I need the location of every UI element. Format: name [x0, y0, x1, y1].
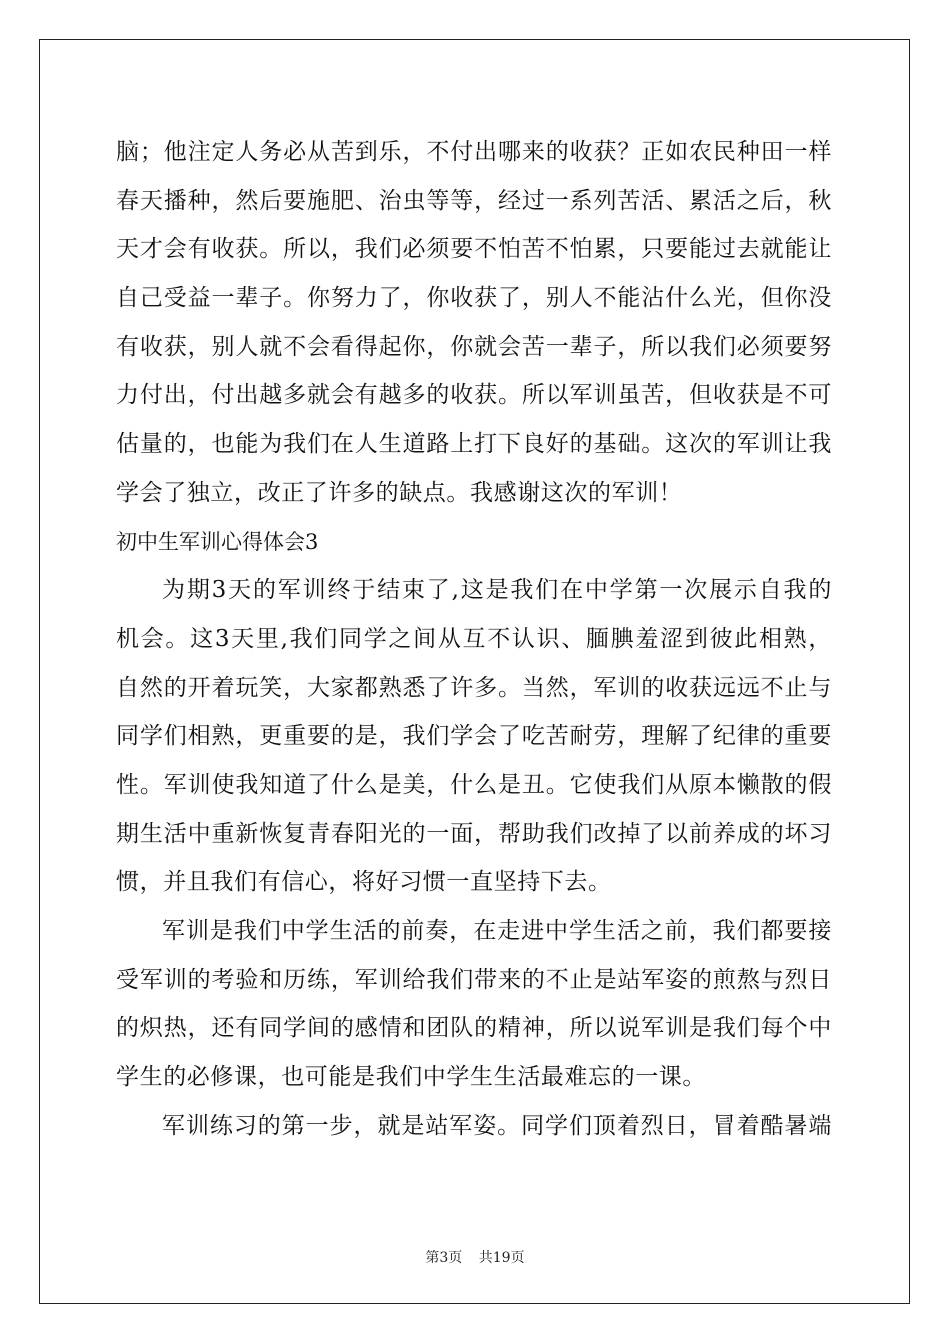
text-line: 脑；他注定人务必从苦到乐，不付出哪来的收获？正如农民种田一样 [116, 139, 832, 165]
text-line: 有收获，别人就不会看得起你，你就会苦一辈子，所以我们必须要努 [116, 333, 832, 360]
page-number: 第3页 [425, 1250, 463, 1266]
text-line: 受军训的考验和历练，军训给我们带来的不止是站军姿的煎熬与烈日 [116, 966, 832, 993]
page-footer [0, 1247, 950, 1267]
text-line: 估量的，也能为我们在人生道路上打下良好的基础。这次的军训让我 [116, 431, 832, 458]
text-line: 自己受益一辈子。你努力了，你收获了，别人不能沾什么光，但你没 [116, 285, 832, 312]
text-line: 力付出，付出越多就会有越多的收获。所以军训虽苦，但收获是不可 [116, 382, 832, 409]
text-line: 期生活中重新恢复青春阳光的一面，帮助我们改掉了以前养成的坏习 [116, 820, 832, 847]
text-line: 自然的开着玩笑，大家都熟悉了许多。当然，军训的收获远远不止与 [116, 674, 832, 701]
text-line: 春天播种，然后要施肥、治虫等等，经过一系列苦活、累活之后，秋 [116, 187, 832, 214]
text-line: 惯，并且我们有信心，将好习惯一直坚持下去。 [116, 869, 612, 896]
text-line: 学生的必修课，也可能是我们中学生生活最难忘的一课。 [116, 1064, 706, 1091]
text-line: 军训练习的第一步，就是站军姿。同学们顶着烈日，冒着酷暑端 [162, 1112, 832, 1139]
text-line: 天才会有收获。所以，我们必须要不怕苦不怕累，只要能过去就能让 [116, 236, 832, 263]
text-line: 学会了独立，改正了许多的缺点。我感谢这次的军训！ [116, 479, 683, 506]
text-line: 军训是我们中学生活的前奏，在走进中学生活之前，我们都要接 [162, 918, 832, 944]
document-body [116, 128, 832, 1150]
text-line: 的炽热，还有同学间的感情和团队的精神，所以说军训是我们每个中 [116, 1015, 832, 1042]
section-heading: 初中生军训心得体会3 [116, 529, 319, 554]
text-line: 性。军训使我知道了什么是美，什么是丑。它使我们从原本懒散的假 [116, 771, 832, 798]
text-line: 为期3天的军训终于结束了,这是我们在中学第一次展示自我的 [162, 577, 832, 604]
page-total: 共19页 [478, 1250, 525, 1266]
text-line: 同学们相熟，更重要的是，我们学会了吃苦耐劳，理解了纪律的重要 [116, 723, 832, 750]
text-line: 机会。这3天里,我们同学之间从互不认识、腼腆羞涩到彼此相熟， [116, 625, 832, 652]
